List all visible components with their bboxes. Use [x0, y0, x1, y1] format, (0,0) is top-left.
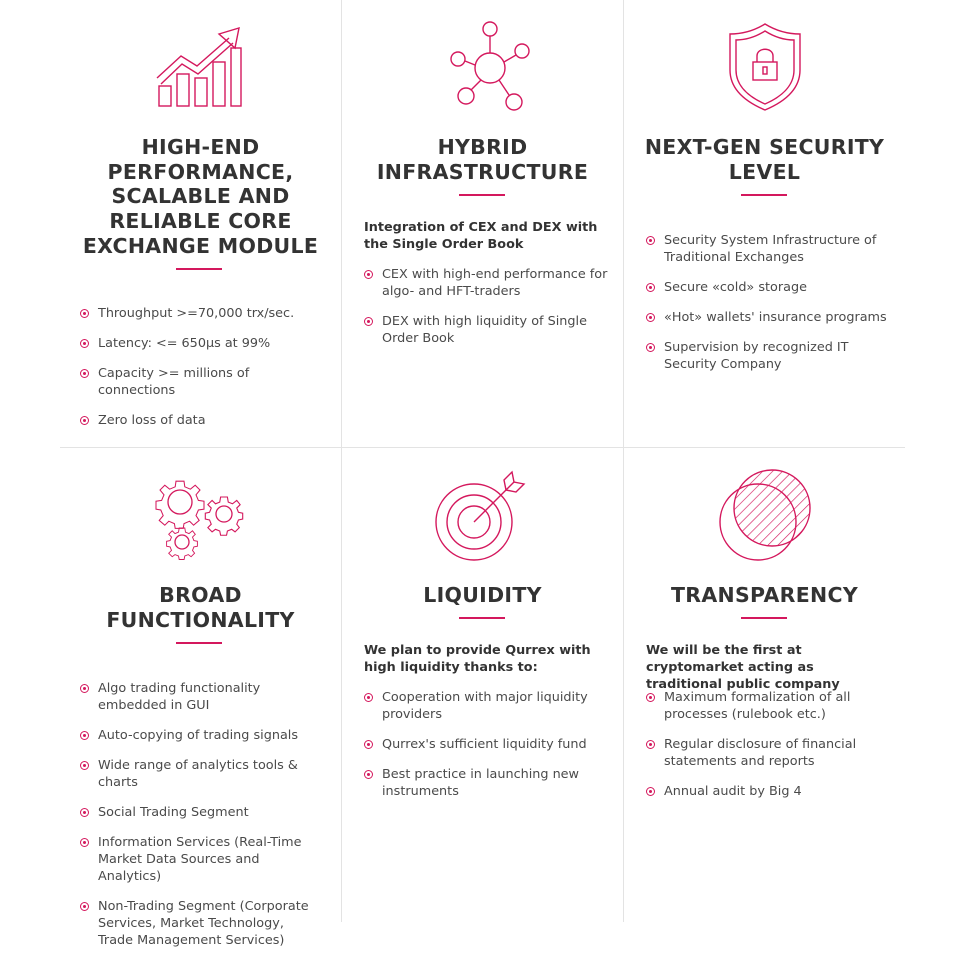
list-item: Wide range of analytics tools & charts: [80, 757, 320, 791]
bullet-icon: [80, 902, 89, 911]
bullet-icon: [364, 740, 373, 749]
list-item: CEX with high-end performance for algo- and HFT-traders: [364, 266, 609, 300]
title-underline: [176, 268, 222, 270]
title-underline: [741, 617, 787, 619]
bullet-icon: [646, 740, 655, 749]
bullet-icon: [646, 283, 655, 292]
bullet-icon: [80, 339, 89, 348]
list-item: Latency: <= 650μs at 99%: [80, 335, 330, 352]
bullet-icon: [646, 343, 655, 352]
feature-list: [646, 689, 886, 813]
list-item: Best practice in launching new instruments: [364, 766, 604, 800]
feature-list: [646, 232, 896, 386]
bullet-icon: [364, 770, 373, 779]
feature-list: [364, 689, 604, 813]
target-arrow-icon: [434, 470, 530, 562]
feature-card-transparency: [624, 448, 905, 922]
list-item: Information Services (Real-Time Market Data Sources and Analytics): [80, 834, 320, 885]
list-item: Security System Infrastructure of Traditional Exchanges: [646, 232, 896, 266]
gears-icon: [150, 472, 248, 560]
bullet-icon: [646, 693, 655, 702]
bullet-icon: [646, 236, 655, 245]
list-item: Auto-copying of trading signals: [80, 727, 320, 744]
card-title: LIQUIDITY: [423, 583, 542, 607]
card-intro: We will be the first at cryptomarket acting as traditional public company: [646, 643, 840, 692]
growth-chart-icon: [155, 26, 245, 110]
list-item: «Hot» wallets' insurance programs: [646, 309, 896, 326]
list-item: Non-Trading Segment (Corporate Services, Market Technology, Trade Management Services): [80, 898, 320, 949]
list-item: Capacity >= millions of connections: [80, 365, 330, 399]
bullet-icon: [80, 369, 89, 378]
bullet-icon: [80, 731, 89, 740]
card-title: HIGH-END PERFORMANCE, SCALABLE AND RELIABLE CORE EXCHANGE MODULE: [82, 135, 319, 258]
list-item: Secure «cold» storage: [646, 279, 896, 296]
bullet-icon: [364, 317, 373, 326]
feature-list: [80, 680, 320, 962]
list-item: Annual audit by Big 4: [646, 783, 886, 800]
list-item: DEX with high liquidity of Single Order Book: [364, 313, 609, 347]
bullet-icon: [80, 808, 89, 817]
list-item: Qurrex's sufficient liquidity fund: [364, 736, 604, 753]
feature-list: [364, 266, 609, 360]
bullet-icon: [80, 838, 89, 847]
title-underline: [459, 194, 505, 196]
list-item: Zero loss of data: [80, 412, 330, 429]
card-title: HYBRID INFRASTRUCTURE: [376, 135, 589, 184]
bullet-icon: [80, 761, 89, 770]
network-nodes-icon: [446, 18, 532, 114]
card-title: NEXT-GEN SECURITY LEVEL: [644, 135, 885, 184]
list-item: Throughput >=70,000 trx/sec.: [80, 305, 330, 322]
bullet-icon: [80, 684, 89, 693]
list-item: Cooperation with major liquidity providers: [364, 689, 604, 723]
list-item: Social Trading Segment: [80, 804, 320, 821]
feature-card-performance: [60, 0, 341, 447]
list-item: Maximum formalization of all processes (rulebook etc.): [646, 689, 886, 723]
title-underline: [459, 617, 505, 619]
feature-card-liquidity: [342, 448, 623, 922]
card-intro: Integration of CEX and DEX with the Single Order Book: [364, 220, 598, 252]
feature-card-functionality: [60, 448, 341, 948]
list-item: Regular disclosure of financial statements and reports: [646, 736, 886, 770]
bullet-icon: [646, 313, 655, 322]
overlapping-circles-icon: [716, 468, 816, 564]
bullet-icon: [80, 309, 89, 318]
bullet-icon: [364, 270, 373, 279]
feature-card-security: [624, 0, 905, 447]
bullet-icon: [80, 416, 89, 425]
card-title: TRANSPARENCY: [671, 583, 858, 607]
card-title: BROAD FUNCTIONALITY: [106, 583, 295, 632]
bullet-icon: [364, 693, 373, 702]
feature-card-hybrid: [342, 0, 623, 447]
card-intro: We plan to provide Qurrex with high liquidity thanks to:: [364, 643, 591, 675]
shield-lock-icon: [728, 22, 802, 112]
title-underline: [741, 194, 787, 196]
feature-list: [80, 305, 330, 442]
list-item: Supervision by recognized IT Security Company: [646, 339, 896, 373]
title-underline: [176, 642, 222, 644]
list-item: Algo trading functionality embedded in GUI: [80, 680, 320, 714]
bullet-icon: [646, 787, 655, 796]
